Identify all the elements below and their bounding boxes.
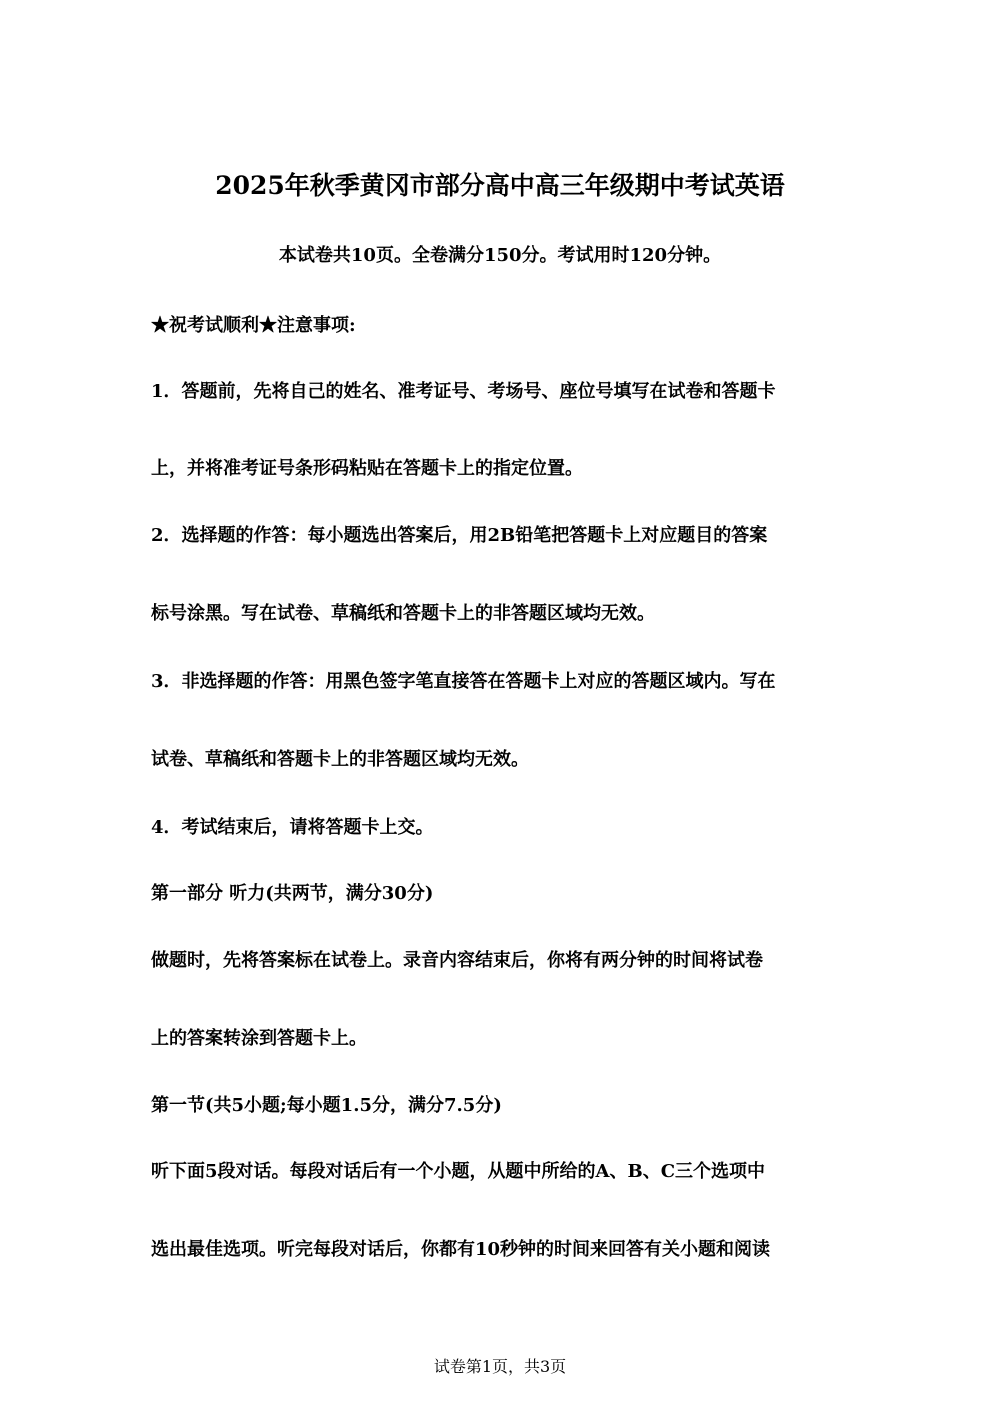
part1-heading: 第一部分 听力(共两节，满分30分) <box>151 883 434 904</box>
notice-heading: ★祝考试顺利★注意事项: <box>151 315 356 336</box>
part1-intro-line-1: 做题时，先将答案标在试卷上。录音内容结束后，你将有两分钟的时间将试卷 <box>151 950 763 971</box>
exam-subtitle: 本试卷共10页。全卷满分150分。考试用时120分钟。 <box>278 245 722 266</box>
instruction-2-line-1: 2．选择题的作答：每小题选出答案后，用2B铅笔把答题卡上对应题目的答案 <box>151 525 768 546</box>
part1-intro-line-2: 上的答案转涂到答题卡上。 <box>151 1028 367 1049</box>
page-footer: 试卷第1页，共3页 <box>433 1357 567 1376</box>
section1-line-1: 听下面5段对话。每段对话后有一个小题，从题中所给的A、B、C三个选项中 <box>151 1161 766 1182</box>
instruction-4-line-1: 4．考试结束后，请将答题卡上交。 <box>151 817 434 838</box>
instruction-3-line-2: 试卷、草稿纸和答题卡上的非答题区域均无效。 <box>151 749 529 770</box>
instruction-1-line-2: 上，并将准考证号条形码粘贴在答题卡上的指定位置。 <box>151 458 583 479</box>
instruction-1-line-1: 1．答题前，先将自己的姓名、准考证号、考场号、座位号填写在试卷和答题卡 <box>151 381 776 402</box>
section1-line-2: 选出最佳选项。听完每段对话后，你都有10秒钟的时间来回答有关小题和阅读 <box>151 1239 771 1260</box>
exam-title: 2025年秋季黄冈市部分高中高三年级期中考试英语 <box>215 171 785 200</box>
instruction-2-line-2: 标号涂黑。写在试卷、草稿纸和答题卡上的非答题区域均无效。 <box>151 603 655 624</box>
section1-heading: 第一节(共5小题;每小题1.5分，满分7.5分) <box>151 1095 502 1116</box>
instruction-3-line-1: 3．非选择题的作答：用黑色签字笔直接答在答题卡上对应的答题区域内。写在 <box>151 671 776 692</box>
